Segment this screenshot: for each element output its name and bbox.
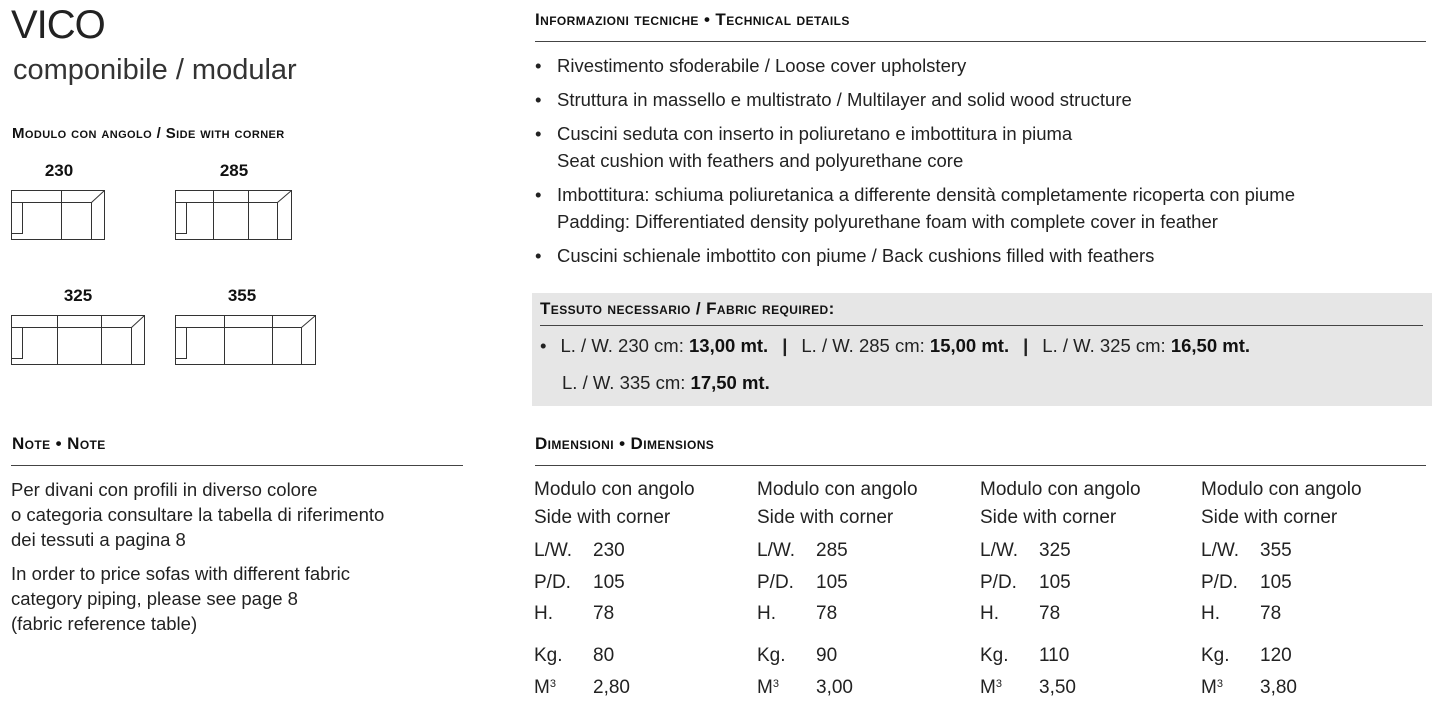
sofa-module-325-diagram: [11, 315, 147, 367]
fabric-divider: [540, 325, 1423, 326]
dimension-column: Modulo con angolo Side with corner L/W. 230 P/D. 105 H. 78 Kg. 80 $M^3$ 2,80: [534, 479, 695, 698]
fabric-value: 16,50 mt.: [1170, 335, 1251, 356]
dimensions-divider: [535, 465, 1426, 466]
fabric-label: L. / W. 325 cm:: [1042, 335, 1166, 356]
note-line: (fabric reference table): [11, 613, 198, 634]
note-divider: [11, 465, 463, 466]
module-heading: Modulo con angolo / Side with corner: [12, 125, 285, 142]
technical-heading: Informazioni tecniche • Technical details: [535, 10, 850, 29]
sofa-module-230-diagram: [11, 190, 107, 242]
fabric-value: 13,00 mt.: [689, 335, 769, 356]
fabric-value: 17,50 mt.: [690, 372, 770, 393]
note-line: dei tessuti a pagina 8: [11, 529, 186, 550]
sofa-module-355-diagram: [175, 315, 319, 367]
note-heading: Note • Note: [12, 434, 106, 453]
dimensions-heading: Dimensioni • Dimensions: [535, 434, 715, 453]
dimension-column: Modulo con angolo Side with corner L/W. 325 P/D. 105 H. 78 Kg. 110 $M^3$ 3,50: [980, 479, 1141, 698]
product-subtitle: componibile / modular: [13, 54, 297, 86]
module-size-label: 230: [44, 161, 74, 180]
fabric-label: L. / W. 285 cm:: [801, 335, 925, 356]
product-title: VICO: [11, 3, 105, 47]
note-line: Per divani con profili in diverso colore: [11, 479, 318, 500]
module-size-label: 355: [227, 286, 257, 305]
sofa-module-285-diagram: [175, 190, 295, 242]
fabric-row: [562, 370, 770, 396]
note-text-english: [11, 561, 461, 636]
fabric-value: 15,00 mt.: [929, 335, 1010, 356]
note-line: In order to price sofas with different fabric: [11, 563, 350, 584]
fabric-row: • L. / W. 230 cm: 13,00 mt. | L. / W. 285 cm: 15,00 mt. | L. / W. 325 cm: 16,50 mt.: [540, 335, 1251, 356]
dimension-column: Modulo con angolo Side with corner L/W. 285 P/D. 105 H. 78 Kg. 90 $M^3$ 3,00: [757, 479, 918, 698]
list-item: • Rivestimento sfoderabile / Loose cover upholstery: [535, 55, 967, 76]
list-item: • Struttura in massello e multistrato / Multilayer and solid wood structure: [535, 89, 1132, 110]
technical-list: [535, 52, 1415, 276]
list-item: • Cuscini seduta con inserto in poliuretano e imbottitura in piuma Seat cushion with feathers and polyurethane core: [535, 123, 1073, 171]
fabric-label: L. / W. 335 cm:: [562, 372, 686, 393]
module-size-label: 285: [219, 161, 249, 180]
technical-divider: [535, 41, 1426, 42]
fabric-heading: Tessuto necessario / Fabric required:: [540, 299, 835, 318]
list-item: • Imbottitura: schiuma poliuretanica a differente densità completamente ricoperta con piume Padding: Differentiated density polyurethane foam with complete cover in feather: [535, 184, 1296, 232]
module-size-label: 325: [63, 286, 93, 305]
note-text-italian: [11, 477, 461, 552]
note-line: category piping, please see page 8: [11, 588, 298, 609]
note-line: o categoria consultare la tabella di riferimento: [11, 504, 385, 525]
list-item: • Cuscini schienale imbottito con piume / Back cushions filled with feathers: [535, 245, 1155, 266]
dimension-column: Modulo con angolo Side with corner L/W. 355 P/D. 105 H. 78 Kg. 120 $M^3$ 3,80: [1201, 479, 1362, 698]
fabric-label: L. / W. 230 cm:: [560, 335, 684, 356]
